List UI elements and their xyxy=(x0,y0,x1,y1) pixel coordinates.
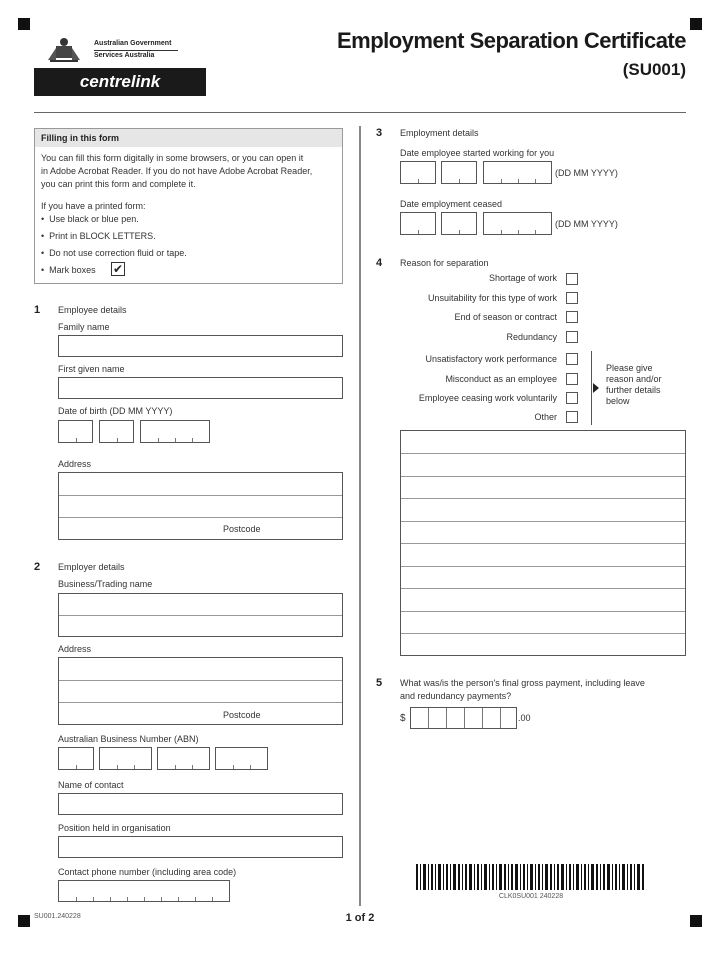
section-number: 5 xyxy=(376,677,383,689)
reason-checkbox[interactable] xyxy=(566,373,578,385)
cents-suffix: .00 xyxy=(518,713,531,723)
instructions-heading: Filling in this form xyxy=(41,133,119,143)
field-label: First given name xyxy=(58,364,125,374)
field-label: Family name xyxy=(58,322,110,332)
start-day-input[interactable] xyxy=(400,161,436,184)
section-title: Employee details xyxy=(58,305,127,315)
reason-checkbox[interactable] xyxy=(566,411,578,423)
section-title: Employment details xyxy=(400,128,479,138)
reason-label: Unsatisfactory work performance xyxy=(425,354,557,364)
employee-address-input[interactable] xyxy=(58,472,343,540)
gov-line-2: Services Australia xyxy=(94,52,155,59)
section-number: 4 xyxy=(376,257,383,269)
reason-label: Unsuitability for this type of work xyxy=(427,293,557,303)
field-label: Contact phone number (including area code) xyxy=(58,867,237,877)
brand-banner xyxy=(34,68,206,96)
field-label: Australian Business Number (ABN) xyxy=(58,734,199,744)
section-number: 2 xyxy=(34,561,41,573)
divider xyxy=(94,50,178,51)
field-label: Date employee started working for you xyxy=(400,148,555,158)
page-title: Employment Separation Certificate xyxy=(336,28,686,53)
field-label: Date of birth (DD MM YYYY) xyxy=(58,406,173,416)
details-note: Please give reason and/or further details below xyxy=(606,363,662,406)
dob-day-input[interactable] xyxy=(58,420,93,443)
question-text: What was/is the person's final gross payment, including leave xyxy=(400,678,645,688)
start-month-input[interactable] xyxy=(441,161,477,184)
business-name-input[interactable] xyxy=(58,593,343,637)
checkmark-example-icon: ✔ xyxy=(112,262,124,276)
registration-mark xyxy=(18,915,30,927)
postcode-label: Postcode xyxy=(223,710,261,720)
postcode-label: Postcode xyxy=(223,524,261,534)
reason-label: Misconduct as an employee xyxy=(445,374,557,384)
column-divider xyxy=(359,126,361,906)
registration-mark xyxy=(690,18,702,30)
reason-details-textarea[interactable] xyxy=(400,430,686,656)
field-label: Address xyxy=(58,459,92,469)
field-label: Date employment ceased xyxy=(400,199,503,209)
reason-checkbox[interactable] xyxy=(566,311,578,323)
reason-label: Employee ceasing work voluntarily xyxy=(418,393,557,403)
barcode-text: CLK0SU001 240228 xyxy=(498,893,564,900)
reason-checkbox[interactable] xyxy=(566,331,578,343)
start-year-input[interactable] xyxy=(483,161,552,184)
abn-input-2[interactable] xyxy=(99,747,152,770)
first-name-input[interactable] xyxy=(58,377,343,399)
date-format-hint: (DD MM YYYY) xyxy=(555,168,618,178)
instructions-text: If you have a printed form: xyxy=(41,201,146,211)
contact-name-input[interactable] xyxy=(58,793,343,815)
question-text: and redundancy payments? xyxy=(400,691,512,701)
gov-line-1: Australian Government xyxy=(94,40,172,47)
ceased-day-input[interactable] xyxy=(400,212,436,235)
field-label: Name of contact xyxy=(58,780,124,790)
reason-label: Redundancy xyxy=(506,332,557,342)
dob-month-input[interactable] xyxy=(99,420,134,443)
registration-mark xyxy=(690,915,702,927)
ceased-month-input[interactable] xyxy=(441,212,477,235)
reason-checkbox[interactable] xyxy=(566,392,578,404)
section-title: Reason for separation xyxy=(400,258,489,268)
ceased-year-input[interactable] xyxy=(483,212,552,235)
instructions-text: in Adobe Acrobat Reader. If you do not have Adobe Acrobat Reader, xyxy=(41,166,313,176)
reason-checkbox[interactable] xyxy=(566,273,578,285)
field-label: Position held in organisation xyxy=(58,823,171,833)
instructions-text: you can print this form and complete it. xyxy=(41,179,196,189)
section-number: 1 xyxy=(34,304,41,316)
bullet-item: • Print in BLOCK LETTERS. xyxy=(41,231,156,241)
brand-name: centrelink xyxy=(79,72,161,91)
coat-of-arms-icon xyxy=(44,34,84,64)
arrow-right-icon xyxy=(593,383,599,393)
position-input[interactable] xyxy=(58,836,343,858)
abn-input-3[interactable] xyxy=(157,747,210,770)
bracket-line xyxy=(591,351,592,425)
date-format-hint: (DD MM YYYY) xyxy=(555,219,618,229)
field-label: Business/Trading name xyxy=(58,579,153,589)
bullet-item: • Do not use correction fluid or tape. xyxy=(41,248,187,258)
header-rule xyxy=(34,112,686,113)
abn-input-4[interactable] xyxy=(215,747,268,770)
family-name-input[interactable] xyxy=(58,335,343,357)
bullet-item: • Mark boxes xyxy=(41,265,96,275)
dob-year-input[interactable] xyxy=(140,420,210,443)
field-label: Address xyxy=(58,644,92,654)
final-payment-input[interactable] xyxy=(410,707,517,729)
section-number: 3 xyxy=(376,127,383,139)
phone-input[interactable] xyxy=(58,880,230,902)
instructions-panel xyxy=(34,128,343,284)
reason-checkbox[interactable] xyxy=(566,292,578,304)
reason-label: Other xyxy=(534,412,557,422)
employer-address-input[interactable] xyxy=(58,657,343,725)
government-logo xyxy=(44,34,184,64)
bullet-item: • Use black or blue pen. xyxy=(41,214,139,224)
barcode-icon xyxy=(416,864,646,890)
currency-symbol: $ xyxy=(400,713,406,724)
form-code: (SU001) xyxy=(622,60,686,79)
abn-input-1[interactable] xyxy=(58,747,94,770)
reason-checkbox[interactable] xyxy=(566,353,578,365)
reason-label: End of season or contract xyxy=(454,312,557,322)
form-reference: SU001.240228 xyxy=(34,913,81,920)
reason-label: Shortage of work xyxy=(488,273,557,283)
instructions-text: You can fill this form digitally in some browsers, or you can open it xyxy=(41,153,304,163)
page-number: 1 of 2 xyxy=(345,912,375,924)
section-title: Employer details xyxy=(58,562,125,572)
registration-mark xyxy=(18,18,30,30)
